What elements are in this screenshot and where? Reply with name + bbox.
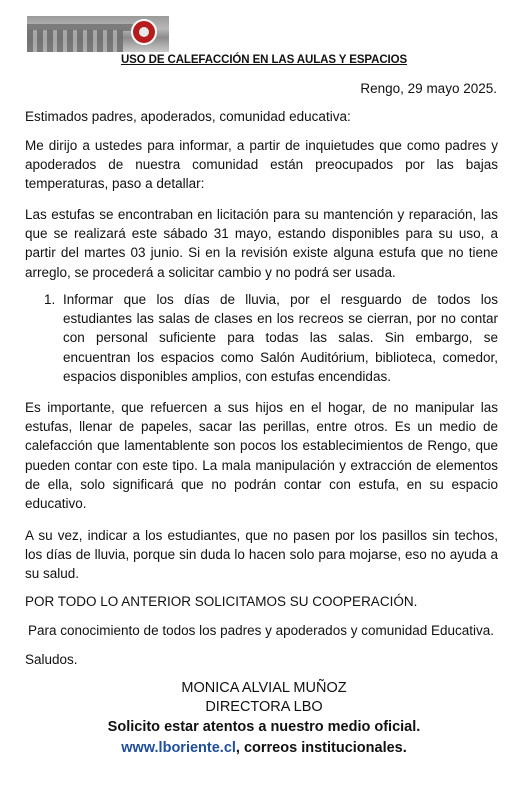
contact-period: . <box>402 740 407 756</box>
signature-name: MONICA ALVIAL MUÑOZ <box>181 680 347 696</box>
logo-seal <box>131 19 157 45</box>
intro-paragraph: Me dirijo a ustedes para informar, a partir de inquietudes que como padres y apoderados de nuestra comunidad están preocupados por las bajas temperaturas, paso a detallar: <box>25 138 498 192</box>
students-paragraph: A su vez, indicar a los estudiantes, que no pasen por los pasillos sin techos, los días de lluvia, porque sin duda lo hacen solo para mojarse, eso no ayuda a su salud. <box>25 528 498 582</box>
document-date: Rengo, 29 mayo 2025. <box>360 81 497 96</box>
contact-suffix: , correos institucionales <box>235 740 403 756</box>
greeting: Estimados padres, apoderados, comunidad educativa: <box>25 109 351 124</box>
school-logo-icon <box>27 16 169 52</box>
website-link[interactable]: www.lboriente.cl <box>121 740 236 756</box>
official-media-note: Solicito estar atentos a nuestro medio oficial. <box>107 719 421 735</box>
closing-line: Saludos. <box>25 652 78 667</box>
signature-role: DIRECTORA LBO <box>205 699 323 715</box>
document-title: USO DE CALEFACCIÓN EN LAS AULAS Y ESPACIOS <box>120 54 408 66</box>
list-item-number: 1. <box>44 292 56 307</box>
contact-line <box>0 740 528 756</box>
list-item-text: Informar que los días de lluvia, por el resguardo de todos los estudiantes las salas de clases en los recreos se cierran, por no contar con personal suficiente para todas las salas. Sin embargo, se encuentran los espacios como Salón Auditórium, biblioteca, comedor, espacios disponibles amplios, con estufas encendidas. <box>63 292 498 384</box>
reinforce-paragraph: Es importante, que refuercen a sus hijos en el hogar, de no manipular las estufas, llenar de papeles, sacar las perillas, entre otros. Es un medio de calefacción que lamentablente son pocos los establecimientos de Rengo, que pueden contar con este tipo. La mala manipulación y extracción de elementos de ella, solo significará que no podrán contar con estufa, en su espacio educativo. <box>25 400 498 512</box>
stoves-paragraph: Las estufas se encontraban en licitación para su mantención y reparación, las que se realizará este sábado 31 mayo, estando disponibles para su uso, a partir del martes 03 junio. Si en la revisión existe alguna estufa que no tiene arreglo, se procederá a solicitar cambio y no podrá ser usada. <box>25 207 498 280</box>
cooperation-line: POR TODO LO ANTERIOR SOLICITAMOS SU COOPERACIÓN. <box>25 594 418 609</box>
logo-building <box>27 30 123 52</box>
knowledge-line: Para conocimiento de todos los padres y apoderados y comunidad Educativa. <box>28 623 495 638</box>
